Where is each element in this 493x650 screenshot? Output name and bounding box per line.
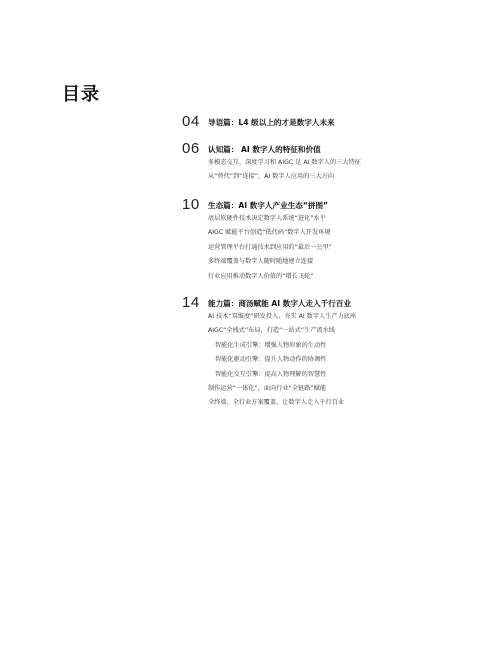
page-title: 目录 — [62, 84, 100, 105]
section-body — [208, 199, 478, 284]
toc-item[interactable]: 多终端覆盖与数字人随时随地建立连接 — [208, 258, 314, 266]
section-body — [208, 143, 478, 185]
toc-item[interactable]: 行业应用推动数字人价值的“增长飞轮” — [208, 272, 314, 280]
toc-item[interactable]: 制作运营“一体化”，面向行业“全链路”赋能 — [208, 385, 327, 393]
toc-subitem[interactable]: 智能化生成引擎：增强人物形象的生动性 — [215, 341, 327, 349]
toc-subitem[interactable]: 智能化驱动引擎：提升人物动作的协调性 — [215, 356, 327, 364]
toc-item[interactable]: 从“替代”到“连接”，AI 数字人应用的三大方向 — [208, 173, 335, 181]
toc-item[interactable]: 多模态交互、深度学习和 AIGC 是 AI 数字人的三大特征 — [208, 159, 361, 166]
toc-item[interactable]: AI 技术“双维度”研发投入，夯实 AI 数字人生产力底座 — [208, 313, 357, 320]
toc-subitem[interactable]: 智能化交互引擎：提高人物理解的智慧性 — [215, 370, 327, 378]
section-heading[interactable]: 能力篇：商汤赋能 AI 数字人走入千行百业 — [208, 299, 352, 308]
toc-item[interactable]: 全终端、全行业方案覆盖，让数字人走入千行百业 — [208, 399, 345, 407]
page-number: 10 — [182, 196, 200, 213]
toc-item[interactable]: AIGC 赋能平台创造“低代码”数字人开发环境 — [208, 229, 331, 237]
toc-item[interactable]: 运营管理平台打通技术到应用的“最后一公里” — [208, 243, 332, 251]
section-heading[interactable]: 认知篇： AI 数字人的特征和价值 — [208, 145, 321, 154]
section-heading[interactable]: 导语篇：L4 级以上的才是数字人未来 — [208, 118, 335, 127]
section-body — [208, 116, 478, 129]
toc-item[interactable]: 底层软硬件技术决定数字人系统“进化”水平 — [208, 215, 326, 222]
page-number: 06 — [182, 140, 200, 157]
page-number: 14 — [182, 294, 200, 311]
page-number: 04 — [182, 113, 200, 130]
section-body — [208, 297, 478, 411]
toc-item[interactable]: AIGC“全栈式”布局，打造“一站式”生产流水线 — [208, 327, 335, 335]
section-heading[interactable]: 生态篇：AI 数字人产业生态“拼图” — [208, 201, 329, 210]
